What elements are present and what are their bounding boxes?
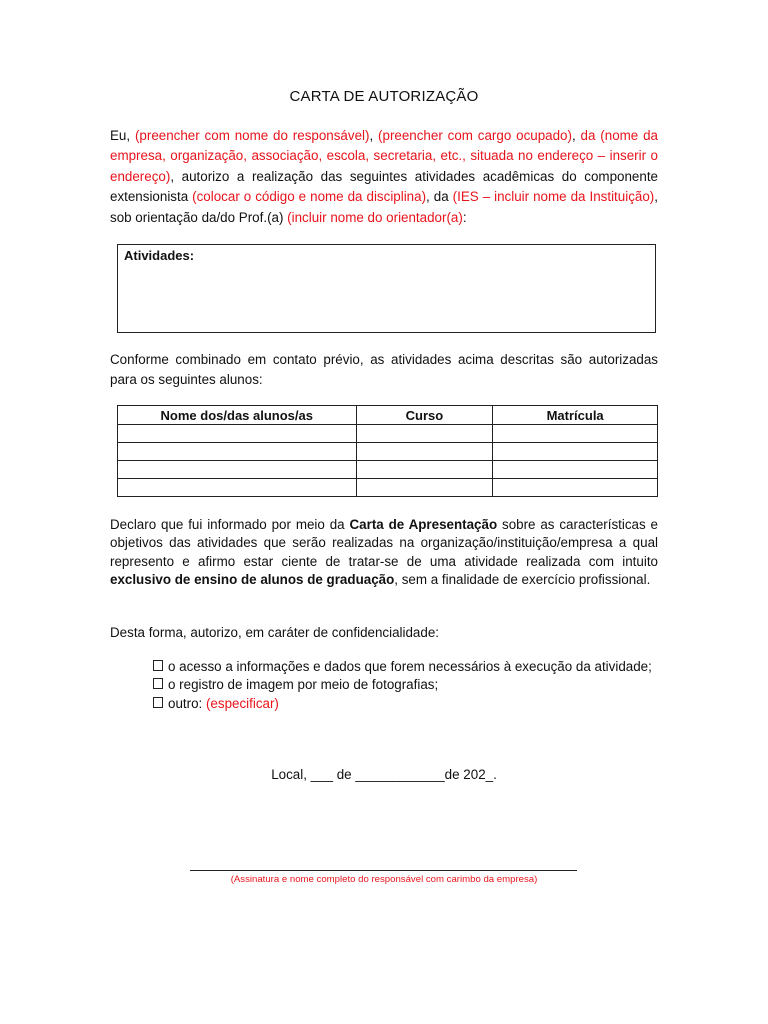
option-label: o registro de imagem por meio de fotografias; xyxy=(168,677,439,693)
students-table-header-cell: Nome dos/das alunos/as xyxy=(118,406,357,425)
students-table-header-cell: Matrícula xyxy=(493,406,658,425)
document-title: CARTA DE AUTORIZAÇÃO xyxy=(289,88,479,105)
activities-box[interactable] xyxy=(117,244,656,333)
students-table-cell[interactable] xyxy=(118,479,357,497)
declaro-run: Carta de Apresentação xyxy=(349,517,498,532)
signature-caption: (Assinatura e nome completo do responsável com carimbo da empresa) xyxy=(230,874,538,885)
authorization-option xyxy=(153,695,658,713)
intro-paragraph xyxy=(110,126,658,228)
intro-run: da (nome da empresa, organização, associação, escola, secretaria, etc., situada no endereço – inserir o endereço) xyxy=(110,128,658,184)
authorization-option xyxy=(153,676,658,694)
checkbox[interactable] xyxy=(153,678,163,689)
checkbox[interactable] xyxy=(153,660,163,671)
option-label: outro: xyxy=(168,695,206,711)
students-table-cell[interactable] xyxy=(493,479,658,497)
option-placeholder: (especificar) xyxy=(205,695,279,711)
intro-run: (incluir nome do orientador(a) xyxy=(287,209,463,225)
local-date-line: Local, ___ de ____________de 202_. xyxy=(271,767,497,782)
declaro-run: Declaro que fui informado por meio da xyxy=(110,517,350,532)
intro-run: : xyxy=(462,209,467,225)
students-table-cell[interactable] xyxy=(356,479,493,497)
declaro-run: , sem a finalidade de exercício profissional. xyxy=(394,572,651,588)
agreed-paragraph: Conforme combinado em contato prévio, as atividades acima descritas são autorizadas para os seguintes alunos: xyxy=(110,352,658,387)
authorization-intro: Desta forma, autorizo, em caráter de confidencialidade: xyxy=(110,625,439,640)
checkbox[interactable] xyxy=(153,697,163,708)
declaro-run: exclusivo de ensino de alunos de graduação xyxy=(110,572,395,588)
intro-run: , da xyxy=(426,189,453,205)
declaration-paragraph xyxy=(110,516,658,590)
intro-run: (preencher com nome do responsável) xyxy=(134,128,370,143)
table-row xyxy=(118,461,658,479)
intro-run: , xyxy=(369,128,379,143)
students-table-cell[interactable] xyxy=(118,425,357,443)
students-table-header-cell: Curso xyxy=(356,406,493,425)
intro-run: (preencher com cargo ocupado) xyxy=(378,128,572,143)
intro-run: , sob orientação da/do Prof.(a) xyxy=(110,189,658,225)
table-row xyxy=(118,479,658,497)
students-table-cell[interactable] xyxy=(493,443,658,461)
table-row xyxy=(118,425,658,443)
signature-line xyxy=(190,860,577,871)
intro-run: , autorizo a realização das seguintes atividades acadêmicas do componente extensionista xyxy=(110,168,658,205)
activities-label: Atividades: xyxy=(124,248,195,263)
option-label: o acesso a informações e dados que forem necessários à execução da atividade; xyxy=(168,659,652,674)
students-table-cell[interactable] xyxy=(118,443,357,461)
students-table xyxy=(117,405,658,497)
students-table-cell[interactable] xyxy=(356,425,493,443)
students-table-body xyxy=(118,425,658,497)
students-table-cell[interactable] xyxy=(493,425,658,443)
students-table-cell[interactable] xyxy=(356,443,493,461)
table-row xyxy=(118,443,658,461)
intro-run: (IES – incluir nome da Instituição) xyxy=(452,189,655,205)
intro-run: , xyxy=(571,128,581,143)
students-table-cell[interactable] xyxy=(493,461,658,479)
students-table-cell[interactable] xyxy=(118,461,357,479)
students-table-cell[interactable] xyxy=(356,461,493,479)
students-table-header xyxy=(118,406,658,425)
declaro-run: sobre as características e objetivos das atividades que serão realizadas na organização/instituição/empresa a qual represento e afirmo estar ciente de tratar-se de uma atividade realizada com intuito xyxy=(110,517,658,569)
authorization-options xyxy=(153,658,658,713)
authorization-option xyxy=(153,658,658,676)
intro-run: (colocar o código e nome da disciplina) xyxy=(192,189,427,205)
intro-run: Eu, xyxy=(110,128,135,143)
